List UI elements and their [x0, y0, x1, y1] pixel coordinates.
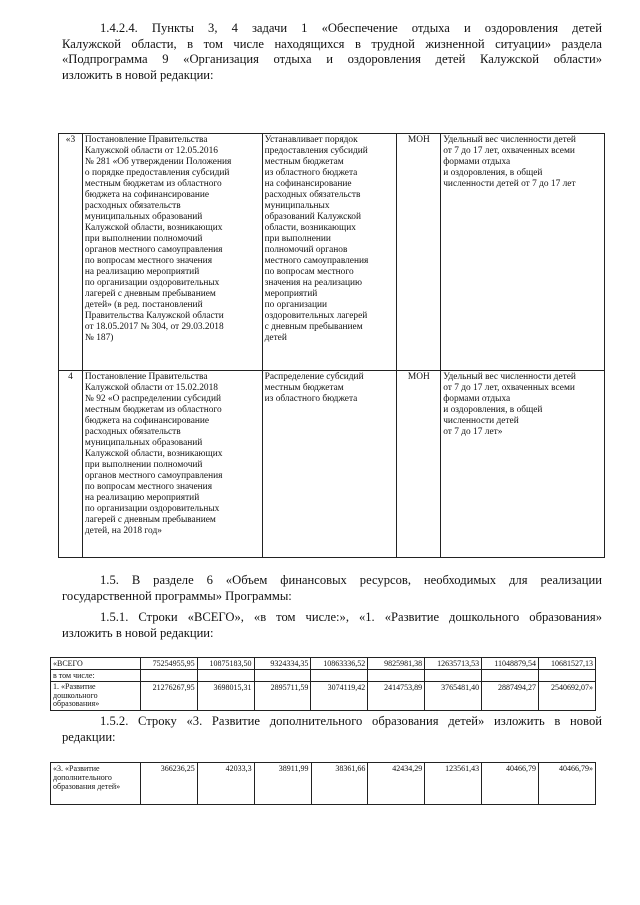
- value-cell: 2540692,07»: [538, 682, 595, 711]
- value-cell: [140, 670, 197, 682]
- value-cell: 2414753,89: [368, 682, 425, 711]
- value-cell: 10875183,50: [197, 658, 254, 670]
- value-cell: 38911,99: [254, 763, 311, 805]
- paragraph-152: [62, 714, 602, 745]
- paragraph-line: 1.5. В разделе 6 «Объем финансовых ресурсов, необходимых для реализации: [100, 573, 602, 587]
- value-cell: [197, 670, 254, 682]
- paragraph-line: изложить в новой редакции:: [62, 625, 214, 640]
- description-cell: Распределение субсидий местным бюджетам из областного бюджета: [262, 371, 397, 558]
- row-label: «ВСЕГО: [51, 658, 141, 670]
- value-cell: 40466,79»: [539, 763, 596, 805]
- paragraph-line: 1.4.2.4. Пункты 3, 4 задачи 1 «Обеспечение отдыха и оздоровления детей: [100, 21, 602, 35]
- tasks-table: [58, 133, 605, 558]
- paragraph-line: «Подпрограмма 9 «Организация отдыха и оздоровления детей Калужской области»: [62, 52, 602, 66]
- totals-table: [50, 657, 596, 711]
- paragraph-line: Калужской области, в том числе находящихся в трудной жизненной ситуации» раздела: [62, 36, 602, 51]
- paragraph-line: 1.5.2. Строку «3. Развитие дополнительного образования детей» изложить в новой: [100, 714, 602, 728]
- value-cell: 40466,79: [482, 763, 539, 805]
- value-cell: 123561,43: [425, 763, 482, 805]
- table-row: [51, 658, 596, 670]
- organization-cell: МОН: [397, 371, 441, 558]
- value-cell: 366236,25: [140, 763, 197, 805]
- value-cell: 42434,29: [368, 763, 425, 805]
- value-cell: [368, 670, 425, 682]
- document-cell: Постановление Правительства Калужской области от 15.02.2018 № 92 «О распределении субсидий местным бюджетам из областного бюджета на софинансирование расходных обязательств муниципальных образований Калужской области, возникающих при выполнении полномочий органов местного самоуправления по вопросам местного значения на реализацию мероприятий по организации оздоровительных лагерей с дневным пребыванием детей, на 2018 год»: [82, 371, 262, 558]
- row-number: «3: [59, 134, 83, 371]
- value-cell: 3765481,40: [425, 682, 482, 711]
- description-cell: Устанавливает порядок предоставления субсидий местным бюджетам из областного бюджета на софинансирование расходных обязательств муниципальных образований Калужской области, возникающих при выполнении полномочий органов местного самоуправления по вопросам местного значения на реализацию мероприятий по организации оздоровительных лагерей с дневным пребыванием детей: [262, 134, 397, 371]
- table-row: [59, 134, 605, 371]
- value-cell: 9825981,38: [368, 658, 425, 670]
- paragraph-line: государственной программы» Программы:: [62, 588, 292, 603]
- value-cell: 11048879,54: [482, 658, 539, 670]
- additional-education-table: [50, 762, 596, 805]
- table-row: [51, 763, 596, 805]
- value-cell: 9324334,35: [254, 658, 311, 670]
- value-cell: 10863336,52: [311, 658, 368, 670]
- indicator-cell: Удельный вес численности детей от 7 до 17 лет, охваченных всеми формами отдыха и оздоровления, в общей численности детей от 7 до 17 лет: [441, 134, 605, 371]
- row-label: 1. «Развитие дошкольного образования»: [51, 682, 141, 711]
- value-cell: 42033,3: [197, 763, 254, 805]
- value-cell: 2895711,59: [254, 682, 311, 711]
- value-cell: 3698015,31: [197, 682, 254, 711]
- document-cell: Постановление Правительства Калужской области от 12.05.2016 № 281 «Об утверждении Положения о порядке предоставления субсидий местным бюджетам из областного бюджета на софинансирование расходных обязательств муниципальных образований Калужской области, возникающих при выполнении полномочий органов местного самоуправления по вопросам местного значения на реализацию мероприятий по организации оздоровительных лагерей с дневным пребыванием детей» (в ред. постановлений Правительства Калужской области от 18.05.2017 № 304, от 29.03.2018 № 187): [82, 134, 262, 371]
- value-cell: [311, 670, 368, 682]
- paragraph-1424: [62, 21, 602, 83]
- table-row: [51, 682, 596, 711]
- table-row: [59, 371, 605, 558]
- value-cell: 12635713,53: [425, 658, 482, 670]
- paragraph-15: [62, 573, 602, 604]
- paragraph-151: [62, 610, 602, 641]
- row-label: в том числе:: [51, 670, 141, 682]
- organization-cell: МОН: [397, 134, 441, 371]
- row-label: «3. «Развитие дополнительного образования детей»: [51, 763, 141, 805]
- value-cell: 2887494,27: [482, 682, 539, 711]
- paragraph-line: редакции:: [62, 729, 116, 744]
- value-cell: 75254955,95: [140, 658, 197, 670]
- value-cell: [254, 670, 311, 682]
- value-cell: 10681527,13: [538, 658, 595, 670]
- value-cell: [425, 670, 482, 682]
- row-number: 4: [59, 371, 83, 558]
- paragraph-line: изложить в новой редакции:: [62, 67, 214, 82]
- value-cell: 3074119,42: [311, 682, 368, 711]
- indicator-cell: Удельный вес численности детей от 7 до 17 лет, охваченных всеми формами отдыха и оздоровления, в общей численности детей от 7 до 17 лет»: [441, 371, 605, 558]
- value-cell: 21276267,95: [140, 682, 197, 711]
- value-cell: [482, 670, 539, 682]
- value-cell: [538, 670, 595, 682]
- table-row: [51, 670, 596, 682]
- value-cell: 38361,66: [311, 763, 368, 805]
- paragraph-line: 1.5.1. Строки «ВСЕГО», «в том числе:», «1. «Развитие дошкольного образования»: [100, 610, 602, 624]
